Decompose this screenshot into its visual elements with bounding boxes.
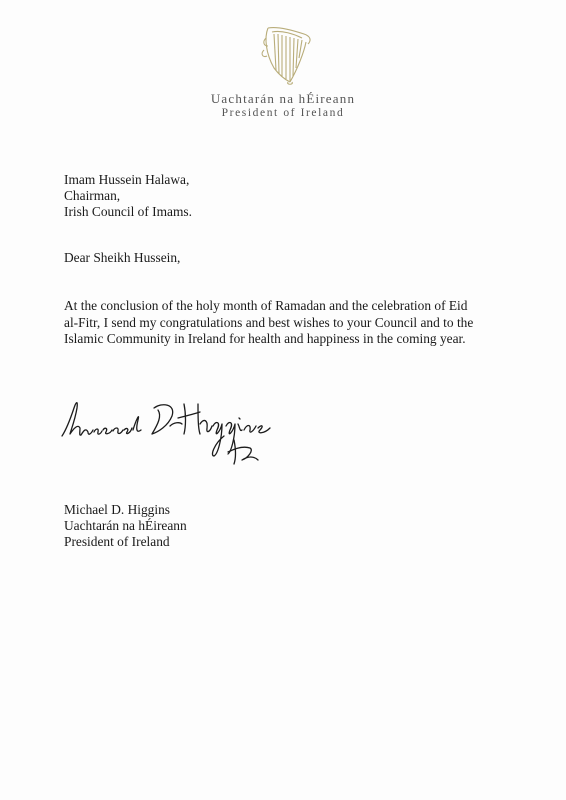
recipient-organisation: Irish Council of Imams.	[64, 204, 192, 219]
body-line: Islamic Community in Ireland for health and happiness in the coming year.	[64, 331, 466, 346]
signatory-title-english: President of Ireland	[64, 534, 170, 549]
harp-emblem-icon	[258, 24, 316, 86]
salutation: Dear Sheikh Hussein,	[64, 250, 181, 265]
letterhead-title-english: President of Ireland	[221, 107, 345, 119]
body-line: At the conclusion of the holy month of Ramadan and the celebration of Eid	[64, 298, 468, 313]
body-line: al-Fitr, I send my congratulations and best wishes to your Council and to the	[64, 314, 474, 330]
signatory-title-irish: Uachtarán na hÉireann	[64, 518, 187, 533]
recipient-position: Chairman,	[64, 188, 121, 203]
signatory-name: Michael D. Higgins	[64, 502, 170, 517]
letterhead-title-irish: Uachtarán na hÉireann	[210, 91, 356, 106]
body-paragraph	[64, 298, 494, 348]
handwritten-signature	[58, 394, 303, 469]
recipient-name: Imam Hussein Halawa,	[64, 172, 190, 187]
